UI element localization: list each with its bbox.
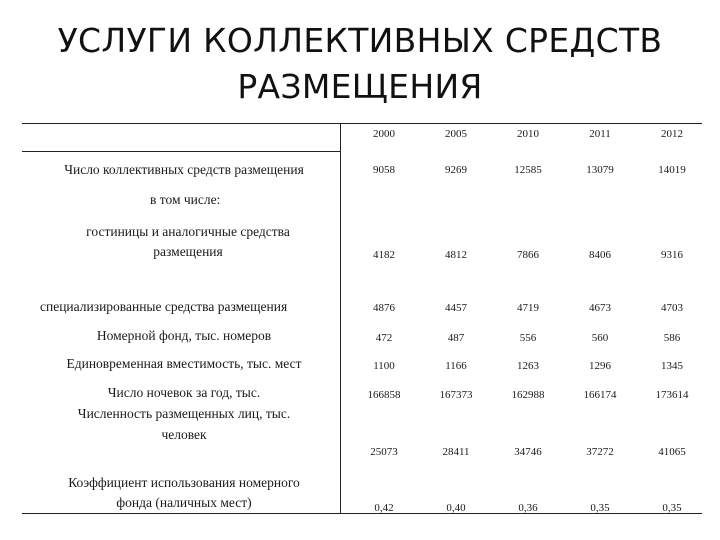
table-cell: 1166 — [445, 360, 467, 372]
year-header: 2000 — [373, 128, 395, 140]
table-cell: 4719 — [517, 302, 539, 314]
table-cell: 162988 — [511, 389, 545, 401]
table-cell: 1100 — [373, 360, 395, 372]
row-label: Единовременная вместимость, тыс. мест — [66, 356, 302, 371]
table-column-divider — [340, 123, 341, 514]
table-cell: 166174 — [583, 389, 617, 401]
table-cell: 4673 — [589, 302, 611, 314]
table-cell: 0,35 — [590, 502, 610, 514]
row-label: человек — [161, 427, 207, 442]
row-label: гостиницы и аналогичные средства — [86, 224, 290, 239]
page-title-line-2: РАЗМЕЩЕНИЯ — [237, 67, 483, 106]
table-cell: 41065 — [658, 446, 686, 458]
table-cell: 0,36 — [518, 502, 538, 514]
table-cell: 0,42 — [374, 502, 394, 514]
table-cell: 4182 — [373, 249, 395, 261]
table-cell: 14019 — [658, 164, 686, 176]
table-cell: 487 — [447, 332, 465, 344]
page-title-line-1: УСЛУГИ КОЛЛЕКТИВНЫХ СРЕДСТВ — [57, 21, 663, 60]
table-cell: 34746 — [514, 446, 542, 458]
row-label: Число ночевок за год, тыс. — [107, 385, 261, 400]
table-cell: 556 — [519, 332, 537, 344]
table-cell: 9269 — [445, 164, 467, 176]
row-label: Номерной фонд, тыс. номеров — [96, 328, 272, 343]
year-header: 2005 — [445, 128, 467, 140]
row-label: Число коллективных средств размещения — [64, 162, 304, 177]
table-cell: 25073 — [370, 446, 398, 458]
row-label: специализированные средства размещения — [40, 299, 288, 314]
table-cell: 13079 — [586, 164, 614, 176]
row-label: Коэффициент использования номерного — [68, 475, 300, 490]
table-header-rule — [22, 151, 340, 152]
table-cell: 173614 — [655, 389, 689, 401]
table-cell: 472 — [375, 332, 393, 344]
row-label: размещения — [153, 244, 223, 259]
table-cell: 0,40 — [446, 502, 466, 514]
table-cell: 1263 — [517, 360, 539, 372]
table-cell: 37272 — [586, 446, 614, 458]
table-top-rule — [22, 123, 702, 124]
year-header: 2011 — [589, 128, 611, 140]
table-cell: 12585 — [514, 164, 542, 176]
table-cell: 4457 — [445, 302, 467, 314]
row-label: фонда (наличных мест) — [116, 495, 252, 510]
table-cell: 1345 — [661, 360, 683, 372]
table-cell: 586 — [663, 332, 681, 344]
row-label: в том числе: — [150, 192, 221, 207]
table-cell: 560 — [591, 332, 609, 344]
table-cell: 4703 — [661, 302, 683, 314]
table-cell: 1296 — [589, 360, 611, 372]
year-header: 2012 — [661, 128, 683, 140]
table-cell: 28411 — [442, 446, 470, 458]
table-cell: 0,35 — [662, 502, 682, 514]
table-cell: 4812 — [445, 249, 467, 261]
table-cell: 7866 — [517, 249, 539, 261]
table-cell: 166858 — [367, 389, 401, 401]
table-cell: 167373 — [439, 389, 473, 401]
year-header: 2010 — [517, 128, 539, 140]
table-cell: 9316 — [661, 249, 683, 261]
table-cell: 4876 — [373, 302, 395, 314]
table-cell: 9058 — [373, 164, 395, 176]
row-label: Численность размещенных лиц, тыс. — [77, 406, 291, 421]
table-cell: 8406 — [589, 249, 611, 261]
